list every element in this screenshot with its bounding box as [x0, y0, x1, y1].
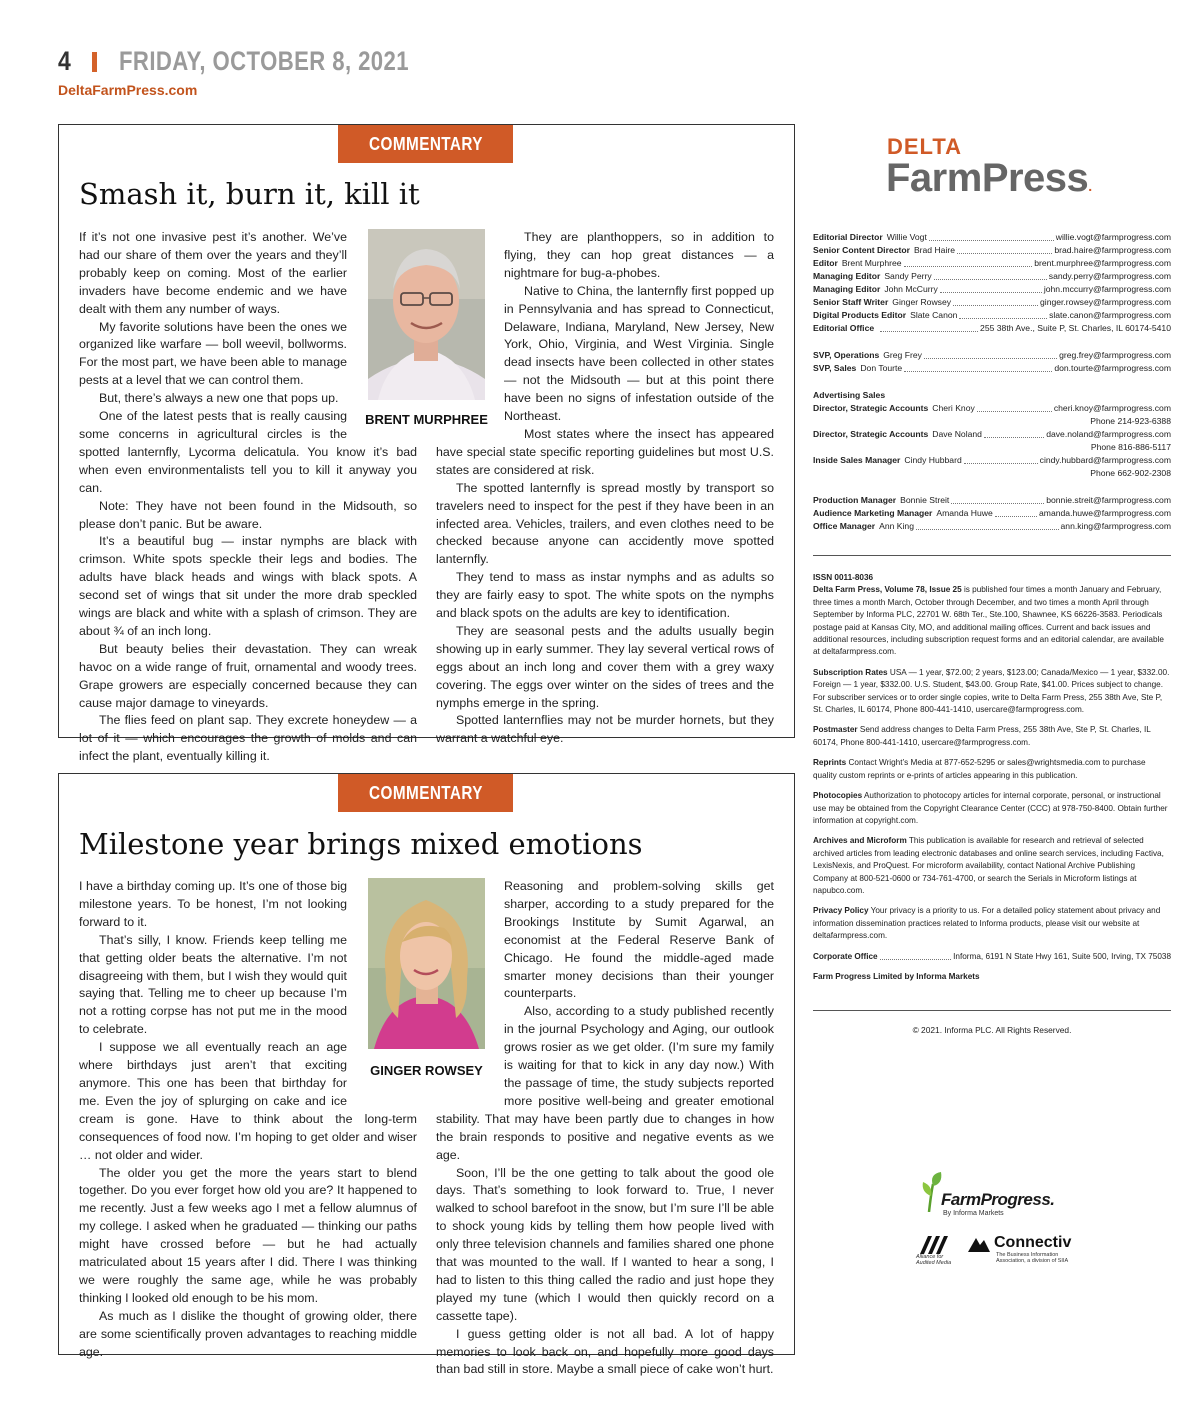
author-byline: GINGER ROWSEY [370, 1063, 483, 1078]
connectiv-logo [968, 1234, 1078, 1266]
staff-contact[interactable]: cheri.knoy@farmprogress.com [1053, 403, 1171, 413]
paragraph: But beauty belies their devastation. They can wreak havoc on a wide range of fruit, ornamental and woody trees. Grape growers are especially concerned because they can cause major damage to vineyards. [79, 641, 417, 710]
masthead-row [813, 257, 1171, 270]
staff-role: Senior Staff Writer [813, 297, 889, 307]
staff-contact[interactable]: greg.frey@farmprogress.com [1059, 350, 1171, 360]
staff-name: Brent Murphree [841, 258, 902, 268]
masthead-staff [813, 231, 1171, 533]
corporate-office: Corporate Office Informa, 6191 N State Hwy 161, Suite 500, Irving, TX 75038 [813, 951, 1171, 961]
staff-name: Brad Haire [913, 245, 956, 255]
phone-row [813, 467, 1171, 480]
leader-dots [951, 494, 1044, 504]
section-tag: COMMENTARY [338, 125, 513, 163]
issn: ISSN 0011-8036 [813, 573, 874, 582]
article-title: Milestone year brings mixed emotions [79, 827, 643, 861]
leader-dots [929, 231, 1054, 241]
article-box-1 [58, 124, 795, 764]
copyright-divider [813, 1010, 1171, 1011]
masthead-row [813, 520, 1171, 533]
notice-label: Reprints [813, 758, 847, 768]
staff-role: Digital Products Editor [813, 310, 907, 320]
article-box-2 [58, 773, 795, 1377]
notice-label: Photocopies [813, 791, 863, 801]
author-byline: BRENT MURPHREE [365, 412, 488, 427]
photo-wrap-space [347, 229, 417, 441]
leader-dots [880, 322, 978, 332]
photo-wrap-space [436, 878, 504, 1093]
leader-dots [904, 362, 1052, 372]
staff-role: Managing Editor [813, 284, 881, 294]
ad-sales-heading: Advertising Sales [813, 390, 886, 400]
publication-info [813, 572, 1171, 991]
staff-role: Managing Editor [813, 271, 881, 281]
article-column-left [79, 229, 417, 766]
leader-dots [977, 402, 1052, 412]
section-tag: COMMENTARY [338, 774, 513, 812]
leader-dots [924, 349, 1057, 359]
article-column-right [436, 878, 774, 1379]
paragraph: I suppose we all eventually reach an age where birthdays just aren’t that exciting anymore. This one has been that birthday for me. Even the joy of splurging on cake and ice cream is gone. Have to think about the long-term consequences of food now. I’m hoping to get older and wiser … not older and wider. [79, 1040, 417, 1162]
staff-name: Bonnie Streit [900, 495, 950, 505]
article-title: Smash it, burn it, kill it [79, 177, 420, 211]
staff-contact[interactable]: 255 38th Ave., Suite P, St. Charles, IL 60174-5410 [980, 323, 1171, 333]
article-column-right [436, 229, 774, 748]
paragraph: The flies feed on plant sap. They excrete honeydew — a lot of it — which encourages the growth of molds and can infect the plant, eventually killing it. [79, 713, 417, 764]
paragraph: If it’s not one invasive pest it’s another. We’ve had our share of them over the years and they’ll probably keep on coming. Most of the earlier invaders have become endemic and we have dealt with them any number of ways. [79, 230, 347, 316]
staff-name: Cindy Hubbard [904, 455, 962, 465]
leader-dots [953, 296, 1038, 306]
paragraph: Soon, I’ll be the one getting to talk about the good ole days. That’s something to look forward to. True, I never walked to school barefoot in the snow, but I’m sure I’ll be able to shock young kids by telling them how people lived with only three television channels and families shared one phone that was mounted to the wall. If I wanted to hear a song, I had to listen to this thing called the radio and just hope they played my tune (which I would then quickly record on a cassette tape). [436, 1165, 774, 1323]
paragraph: Native to China, the lanternfly first popped up in Pennsylvania and has spread to Connecticut, Delaware, Indiana, Maryland, New Jersey, New York, Ohio, Virginia, and West Virginia. Single dead insects have been collected in other states — not the Midsouth — but at this point there have been no signs of infestation outside of the Northeast. [504, 283, 774, 424]
staff-name: Dave Noland [932, 429, 982, 439]
farm-progress-wordmark: FarmProgress. [941, 1190, 1055, 1209]
masthead-row [813, 309, 1171, 322]
staff-name: John McCurry [884, 284, 938, 294]
staff-role: Office Manager [813, 521, 876, 531]
notice [813, 724, 1171, 749]
masthead-row [813, 362, 1171, 375]
aam-subline: Alliance for Audited Media [916, 1254, 952, 1266]
staff-contact[interactable]: ginger.rowsey@farmprogress.com [1040, 297, 1171, 307]
leaf-icon [921, 1172, 943, 1212]
farm-progress-logo [921, 1172, 1071, 1222]
staff-role: SVP, Sales [813, 363, 857, 373]
masthead-brand-top: DELTA [887, 134, 963, 159]
notice-text: Your privacy is a priority to us. For a detailed policy statement about privacy and information dissemination practices related to Informa products, please visit our website at deltafarmpress.com. [813, 906, 1161, 941]
leader-dots [916, 520, 1059, 530]
site-url[interactable]: DeltaFarmPress.com [58, 82, 198, 98]
staff-contact[interactable]: slate.canon@farmprogress.com [1049, 310, 1171, 320]
staff-name: Cheri Knoy [932, 403, 975, 413]
staff-name: Greg Frey [883, 350, 922, 360]
staff-list [813, 231, 1171, 335]
masthead-row [813, 244, 1171, 257]
aam-icon [920, 1236, 950, 1254]
paragraph: As much as I dislike the thought of growing older, there are some scientifically proven advantages to reaching middle age. [79, 1308, 417, 1359]
paragraph: But, there’s always a new one that pops up. [99, 391, 339, 406]
paragraph: They tend to mass as instar nymphs and as adults so they are fairly easy to spot. The white spots on the nymphs and black spots on the adults are key to identification. [436, 570, 774, 621]
limited-by: Farm Progress Limited by Informa Markets [813, 971, 980, 981]
notice-text: Contact Wright’s Media at 877-652-5295 or sales@wrightsmedia.com to purchase quality custom reprints or e-prints of articles appearing in this publication. [813, 758, 1146, 780]
phone-row [813, 441, 1171, 454]
leader-dots [995, 507, 1037, 517]
header-divider [92, 52, 97, 72]
staff-role: Director, Strategic Accounts [813, 403, 929, 413]
connectiv-wordmark: Connectiv [994, 1234, 1072, 1251]
farm-progress-subline: By Informa Markets [943, 1210, 1004, 1217]
paragraph: Reasoning and problem-solving skills get sharper, according to a study prepared for the Brookings Institute by Sumit Agarwal, an economist at the Federal Reserve Bank of Chicago. He found the middle-aged made smarter money decisions than their younger counterparts. [504, 879, 774, 1001]
photo-wrap-space [347, 878, 417, 1093]
staff-contact[interactable]: bonnie.streit@farmprogress.com [1046, 495, 1171, 505]
staff-contact[interactable]: cindy.hubbard@farmprogress.com [1039, 455, 1171, 465]
paragraph: The spotted lanternfly is spread mostly by transport so travelers need to inspect for the pest if they have been in an infected area. Vehicles, trailers, and even clothes need to be checked because anyone can accidently move spotted lanternfly. [436, 480, 774, 567]
staff-contact[interactable]: brad.haire@farmprogress.com [1054, 245, 1171, 255]
connectiv-icon [968, 1236, 990, 1252]
staff-role: Senior Content Director [813, 245, 910, 255]
staff-contact[interactable]: john.mccurry@farmprogress.com [1043, 284, 1171, 294]
masthead-row [813, 494, 1171, 507]
publication-statement: Delta Farm Press, Volume 78, Issue 25 is published four times a month January and February, three times a month March, October through December, and two times a month April through September by Informa PLC, 22701 W. 68th Ter., Ste.100, Shawnee, KS 66226-3583. Periodicals postage paid at Kansas City, MO, and additional mailing offices. Current and back issues and additional resources, including subscription request forms and an editorial calendar, are available at deltafarmpress.com. [813, 585, 1164, 657]
masthead-divider [813, 555, 1171, 556]
staff-contact[interactable]: willie.vogt@farmprogress.com [1055, 232, 1171, 242]
staff-role: Production Manager [813, 495, 897, 505]
paragraph: They are seasonal pests and the adults usually begin showing up in early summer. They lay several vertical rows of eggs about an inch long and cover them with a grey waxy covering. The eggs over winter on the sides of trees and the nymphs emerge in the spring. [436, 623, 774, 710]
masthead-row [813, 296, 1171, 309]
page-number: 4 [58, 46, 71, 76]
leader-dots [940, 283, 1042, 293]
staff-contact[interactable]: amanda.huwe@farmprogress.com [1039, 508, 1171, 518]
paragraph: It’s a beautiful bug — instar nymphs are black with crimson. White spots speckle their legs and bodies. The adults have black heads and wings with black spots. A second set of wings that sit under the more drab speckled wings are black and white with a splash of crimson. They are about ¾ of an inch long. [79, 534, 417, 638]
staff-contact[interactable]: brent.murphree@farmprogress.com [1034, 258, 1171, 268]
staff-phone: Phone 816-886-5117 [1090, 442, 1171, 452]
paragraph: I guess getting older is not all bad. A lot of happy memories to look back on, and hopefully more good days than bad still in store. Maybe a small piece of cake won’t hurt. [436, 1326, 774, 1377]
paragraph: One of the latest pests that is really causing some concerns in agricultural circles is the spotted lanternfly, Lycorma delicatula. You know it’s bad when even environmentalists tell you to kill it anyway you can. [79, 409, 417, 495]
staff-phone: Phone 214-923-6388 [1090, 416, 1171, 426]
notice [813, 790, 1171, 827]
masthead-row [813, 454, 1171, 467]
notice-label: Postmaster [813, 725, 858, 735]
leader-dots [984, 428, 1044, 438]
staff-phone: Phone 662-902-2308 [1090, 468, 1171, 478]
notice-label: Archives and Microform [813, 836, 907, 846]
staff-role: Inside Sales Manager [813, 455, 901, 465]
masthead-row [813, 428, 1171, 441]
masthead-row [813, 322, 1171, 335]
paragraph: I have a birthday coming up. It’s one of those big milestone years. To be honest, I’m not looking forward to it. [79, 879, 347, 929]
notice-label: Subscription Rates [813, 667, 888, 677]
paragraph: Spotted lanternflies may not be murder hornets, but they warrant a watchful eye. [436, 713, 774, 746]
staff-contact[interactable]: don.tourte@farmprogress.com [1054, 363, 1171, 373]
staff-contact[interactable]: ann.king@farmprogress.com [1060, 521, 1171, 531]
paragraph: That’s silly, I know. Friends keep telling me that getting older beats the alternative. I’m not disagreeing with them, but I wish they would quit saying that. Telling me to cheer up because I’m not a rotting corpse has not put me in the mood to celebrate. [79, 932, 347, 1037]
leader-dots [964, 454, 1038, 464]
notices [813, 667, 1171, 943]
notice [813, 835, 1171, 897]
masthead-row [813, 349, 1171, 362]
phone-row [813, 415, 1171, 428]
staff-role: Director, Strategic Accounts [813, 429, 929, 439]
article-column-left [79, 878, 417, 1361]
staff-name: Sandy Perry [884, 271, 932, 281]
staff-name: Slate Canon [910, 310, 958, 320]
notice-text: This publication is available for research and retrieval of selected archived articles from leading electronic databases and online search services, including Factiva, LexisNexis, and ProQuest. For microform availability, contact National Archive Publishing Company at 800-521-0600 or 734-761-4700, or search the Serials in Microform listings at napubco.com. [813, 836, 1164, 895]
ad-sales-list [813, 402, 1171, 480]
staff-role: Editorial Office [813, 323, 875, 333]
masthead-brand-main: FarmPress. [886, 156, 1092, 200]
staff-role: Editor [813, 258, 838, 268]
masthead-row [813, 231, 1171, 244]
masthead-row [813, 507, 1171, 520]
notice-text: USA — 1 year, $72.00; 2 years, $123.00; Canada/Mexico — 1 year, $332.00. Foreign — 1 year, $332.00. U.S. Student, $43.00. Group Rate, $41.00. Prices subject to change. For subscriber services or to order single copies, write to Delta Farm Press, 255 38th Ave, Ste P, St. Charles, IL 60174, Phone 800-441-1410, usercare@farmprogress.com. [813, 667, 1170, 715]
svp-list [813, 349, 1171, 375]
paragraph: Note: They have not been found in the Midsouth, so please don’t panic. But be aware. [79, 498, 417, 531]
paragraph: The older you get the more the years start to blend together. Do you ever forget how old you are? It happened to me recently. Just a few weeks ago I met a fellow alumnus of my college. I asked when he graduated — thinking our paths might have crossed before — but he had actually matriculated about 15 years after I did. There I was thinking we were roughly the same age, while he was probably thinking I looked old enough to be his mom. [79, 1165, 417, 1305]
staff-role: Editorial Director [813, 232, 883, 242]
paragraph: They are planthoppers, so in addition to flying, they can hop great distances — a nightmare for bug-a-phobes. [504, 230, 774, 280]
notice-label: Privacy Policy [813, 906, 869, 916]
notice [813, 667, 1171, 717]
masthead-row [813, 270, 1171, 283]
staff-name: Amanda Huwe [936, 508, 993, 518]
paragraph: Also, according to a study published recently in the journal Psychology and Aging, our outlook grows rosier as we get older. (I’m sure my family is waiting for that to kick in any day now.) With the passage of time, the study subjects reported more positive well-being and greater emotional stability. That may have been partly due to changes in how the brain responds to positive and negative events as we age. [436, 1004, 774, 1162]
staff-contact[interactable]: dave.noland@farmprogress.com [1046, 429, 1171, 439]
notice [813, 905, 1171, 942]
aam-logo [916, 1236, 966, 1266]
production-list [813, 494, 1171, 533]
staff-name: Ann King [879, 521, 914, 531]
staff-name: Don Tourte [860, 363, 903, 373]
copyright: © 2021. Informa PLC. All Rights Reserved. [912, 1025, 1072, 1035]
masthead-row [813, 402, 1171, 415]
notice-text: Send address changes to Delta Farm Press, 255 38th Ave, Ste P, St. Charles, IL 60174, Phone 800-441-1410, usercare@farmprogress.com. [813, 725, 1151, 747]
leader-dots [934, 270, 1047, 280]
paragraph: Most states where the insect has appeared have special state specific reporting guidelines but most U.S. states are considered at risk. [436, 426, 774, 477]
notice-text: Authorization to photocopy articles for internal corporate, personal, or instructional use may be obtained from the Copyright Clearance Center (CCC) at 978-750-8400. Obtain further information at copyright.com. [813, 791, 1168, 825]
connectiv-subline: The Business Information Association, a division of SIIA [996, 1252, 1069, 1264]
leader-dots [904, 257, 1033, 267]
staff-name: Ginger Rowsey [892, 297, 952, 307]
leader-dots [957, 244, 1052, 254]
staff-contact[interactable]: sandy.perry@farmprogress.com [1048, 271, 1171, 281]
masthead-row [813, 283, 1171, 296]
photo-wrap-space [436, 229, 504, 441]
leader-dots [959, 309, 1047, 319]
staff-role: Audience Marketing Manager [813, 508, 933, 518]
staff-role: SVP, Operations [813, 350, 880, 360]
staff-name: Willie Vogt [886, 232, 927, 242]
issue-date: FRIDAY, OCTOBER 8, 2021 [119, 46, 409, 76]
paragraph: My favorite solutions have been the ones we organized like warfare — boll weevil, bollworms. For the most part, we have been able to manage pests at a level that we can control them. [79, 319, 347, 388]
notice [813, 757, 1171, 782]
